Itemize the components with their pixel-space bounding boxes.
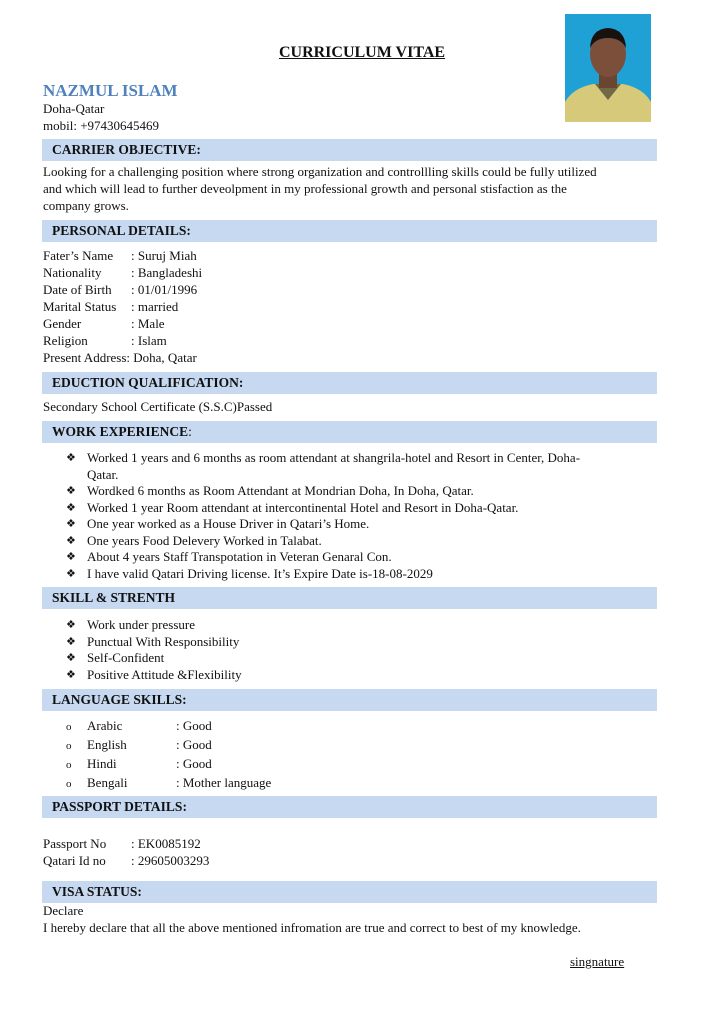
skill-text: Self-Confident <box>87 650 165 665</box>
candidate-name: NAZMUL ISLAM <box>43 81 178 100</box>
objective-line: Looking for a challenging position where strong organization and controllling skills could be fully utilized <box>43 164 597 179</box>
bullet-circle-icon: o <box>66 759 72 771</box>
bullet-diamond-icon: ❖ <box>66 635 76 648</box>
bullet-diamond-icon: ❖ <box>66 485 76 497</box>
skills-list <box>66 617 466 683</box>
work-experience-list <box>66 450 656 582</box>
language-level: : Good <box>176 756 212 771</box>
work-item-line: One years Food Delevery Worked in Talabat. <box>87 532 322 548</box>
bullet-diamond-icon: ❖ <box>66 551 76 563</box>
skill-text: Work under pressure <box>87 617 195 632</box>
detail-key: Fater’s Name <box>43 248 114 263</box>
detail-row <box>43 852 209 869</box>
language-level: : Good <box>176 737 212 752</box>
section-header-personal: PERSONAL DETAILS: <box>42 220 657 242</box>
language-name: Bengali <box>87 775 128 790</box>
detail-key: Passport No <box>43 836 107 851</box>
work-header-label: WORK EXPERIENCE <box>52 424 189 439</box>
bullet-circle-icon: o <box>66 740 72 752</box>
detail-value: : Suruj Miah <box>131 248 197 263</box>
section-header-objective: CARRIER OBJECTIVE: <box>42 139 657 161</box>
language-list <box>66 717 271 793</box>
list-item <box>66 500 656 517</box>
list-item <box>66 667 466 684</box>
list-item <box>66 617 466 634</box>
list-item <box>66 566 656 583</box>
mobile-text: mobil: +97430645469 <box>43 118 160 133</box>
personal-details-list <box>43 247 202 366</box>
detail-row <box>43 332 202 349</box>
detail-row <box>43 264 202 281</box>
detail-value: : 29605003293 <box>131 853 210 868</box>
work-item-line: One year worked as a House Driver in Qatari’s Home. <box>87 516 370 531</box>
declaration-text: I hereby declare that all the above mentioned infromation are true and correct to best of my knowledge. <box>43 920 581 935</box>
language-name: Arabic <box>87 718 123 733</box>
bullet-diamond-icon: ❖ <box>66 501 76 514</box>
work-item-line: Worked 1 years and 6 months as room attendant at shangrila-hotel and Resort in Center, Doha- <box>87 450 581 465</box>
bullet-circle-icon: o <box>66 778 72 790</box>
detail-row <box>43 835 209 852</box>
detail-key: Religion <box>43 333 88 348</box>
list-item <box>66 634 466 651</box>
section-header-work <box>42 421 657 443</box>
detail-value: : Bangladeshi <box>131 265 203 280</box>
section-header-education: EDUCTION QUALIFICATION: <box>42 372 657 394</box>
bullet-diamond-icon: ❖ <box>66 619 76 631</box>
detail-key: Gender <box>43 316 82 331</box>
profile-photo <box>565 14 651 122</box>
work-item-line: Qatar. <box>87 466 119 482</box>
detail-value: : EK0085192 <box>131 836 201 851</box>
section-header-skills: SKILL & STRENTH <box>42 587 657 609</box>
list-item <box>66 755 271 774</box>
list-item <box>66 533 656 550</box>
work-item-line: About 4 years Staff Transpotation in Veteran Genaral Con. <box>87 549 392 564</box>
detail-row <box>43 247 202 264</box>
list-item <box>66 483 656 500</box>
list-item <box>66 717 271 736</box>
work-item-line: Worked 1 year Room attendant at intercontinental Hotel and Resort in Doha-Qatar. <box>87 499 519 515</box>
list-item <box>66 736 271 755</box>
detail-key: Nationality <box>43 265 102 280</box>
detail-row <box>43 298 202 315</box>
detail-row <box>43 281 202 298</box>
language-name: English <box>87 737 127 752</box>
section-header-passport: PASSPORT DETAILS: <box>42 796 657 818</box>
language-level: : Good <box>176 718 212 733</box>
work-item-line: I have valid Qatari Driving license. It’s Expire Date is-18-08-2029 <box>87 565 433 581</box>
detail-value: : Islam <box>131 333 167 348</box>
detail-value: : married <box>131 299 179 314</box>
detail-key: Date of Birth <box>43 282 112 297</box>
work-item-line: Wordked 6 months as Room Attendant at Mondrian Doha, In Doha, Qatar. <box>87 483 474 498</box>
objective-line: company grows. <box>43 198 129 213</box>
detail-key: Marital Status <box>43 299 117 314</box>
education-text: Secondary School Certificate (S.S.C)Passed <box>43 399 273 414</box>
objective-line: and which will lead to further deveolpment in my professional growth and personal stisfaction as the <box>43 181 567 196</box>
bullet-diamond-icon: ❖ <box>66 668 76 681</box>
bullet-circle-icon: o <box>66 721 72 733</box>
signature-label: singnature <box>570 954 625 969</box>
present-address: Present Address: Doha, Qatar <box>43 350 197 365</box>
section-header-languages: LANGUAGE SKILLS: <box>42 689 657 711</box>
list-item <box>66 450 656 483</box>
bullet-diamond-icon: ❖ <box>66 534 76 547</box>
language-level: : Mother language <box>176 775 272 790</box>
skill-text: Punctual With Responsibility <box>87 633 240 649</box>
list-item <box>66 650 466 667</box>
bullet-diamond-icon: ❖ <box>66 567 76 580</box>
document-title: CURRICULUM VITAE <box>278 44 446 61</box>
language-name: Hindi <box>87 756 117 771</box>
bullet-diamond-icon: ❖ <box>66 452 76 464</box>
location-text: Doha-Qatar <box>43 101 105 116</box>
detail-value: : 01/01/1996 <box>131 282 198 297</box>
list-item <box>66 516 656 533</box>
list-item <box>66 549 656 566</box>
passport-details-list <box>43 835 209 869</box>
objective-paragraph <box>43 163 671 214</box>
list-item <box>66 774 271 793</box>
detail-row <box>43 315 202 332</box>
detail-value: : Male <box>131 316 165 331</box>
work-header-colon: : <box>188 424 192 439</box>
bullet-diamond-icon: ❖ <box>66 518 76 530</box>
bullet-diamond-icon: ❖ <box>66 652 76 664</box>
visa-text: Declare <box>43 903 84 918</box>
skill-text: Positive Attitude &Flexibility <box>87 666 242 682</box>
section-header-visa: VISA STATUS: <box>42 881 657 903</box>
detail-key: Qatari Id no <box>43 853 106 868</box>
